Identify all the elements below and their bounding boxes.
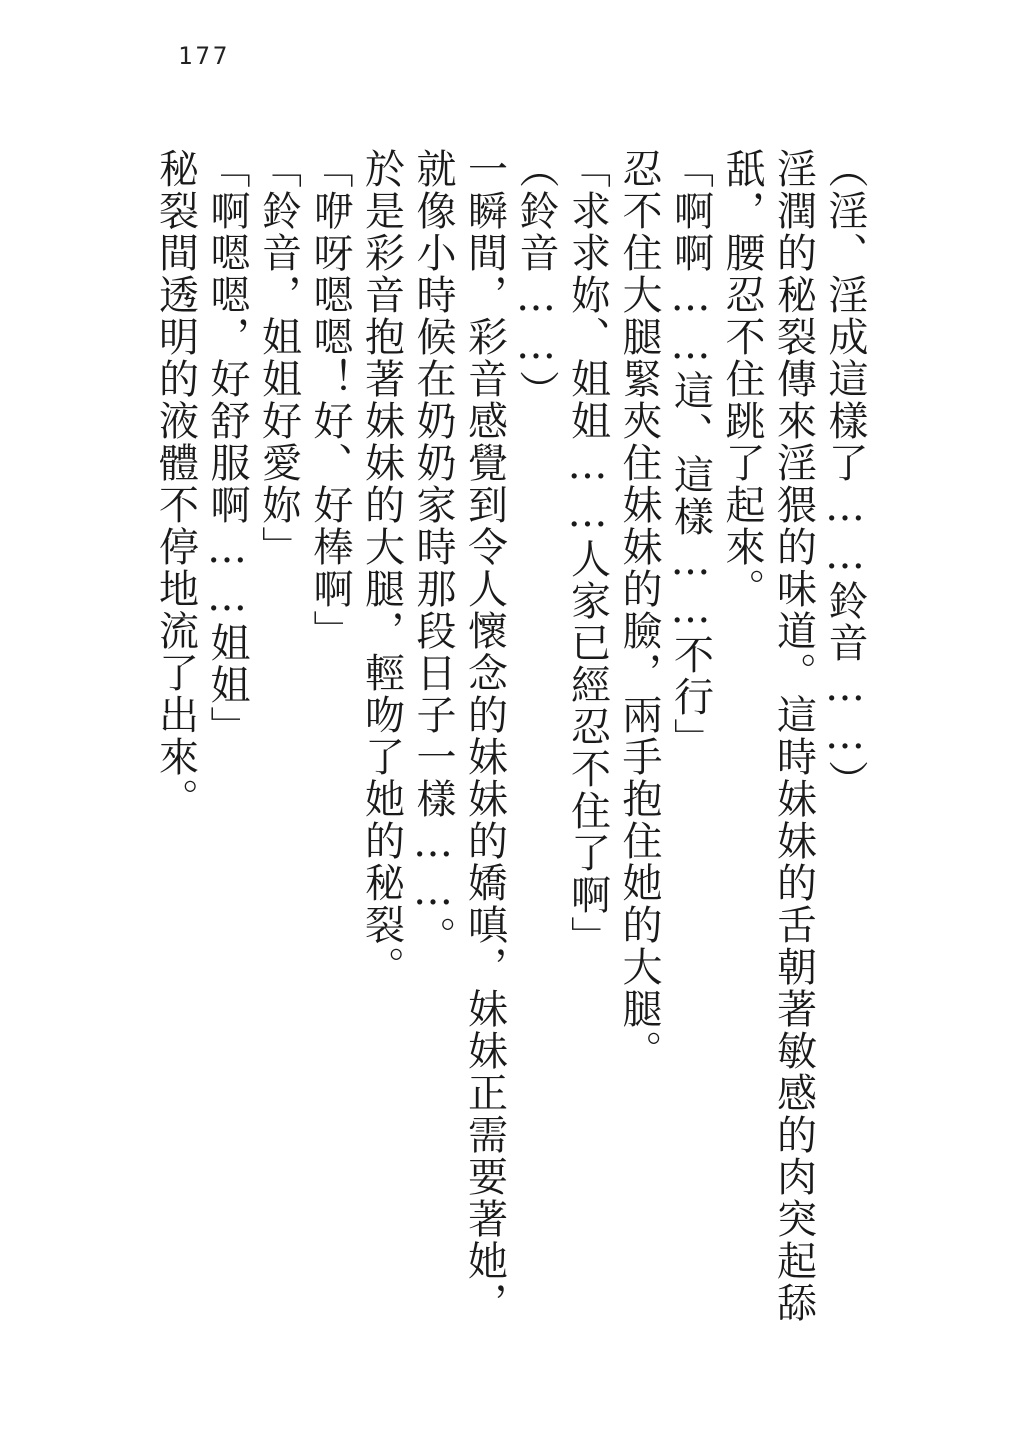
text-line: 「啊啊……這、這樣……不行」 [667, 148, 714, 760]
text-line: 「咿呀嗯嗯！好、好棒啊」 [307, 148, 353, 652]
text-line: （淫、淫成這樣了……鈴音……） [822, 148, 868, 802]
text-line: 忍不住大腿緊夾住妹妹的臉，兩手抱住她的大腿。 [616, 148, 662, 1072]
text-line: 「鈴音，姐姐好愛妳」 [255, 148, 302, 568]
text-line: 就像小時候在奶奶家時那段日子一樣……。 [410, 148, 456, 958]
text-line: 「啊嗯嗯，好舒服啊……姐姐」 [204, 148, 250, 748]
text-line: 舐，腰忍不住跳了起來。 [719, 148, 765, 610]
page-number: 177 [178, 42, 231, 70]
text-line: 「求求妳、姐姐……人家已經忍不住了啊」 [564, 148, 611, 958]
vertical-text-body [130, 148, 870, 1328]
text-line: （鈴音……） [513, 148, 559, 412]
text-line: 於是彩音抱著妹妹的大腿，輕吻了她的秘裂。 [358, 148, 405, 988]
text-line: 秘裂間透明的液體不停地流了出來。 [152, 148, 199, 820]
text-line: 一瞬間，彩音感覺到令人懷念的妹妹的嬌嗔，妹妹正需要著她， [461, 148, 508, 1324]
text-line: 淫潤的秘裂傳來淫猥的味道。這時妹妹的舌朝著敏感的肉突起舔 [770, 148, 817, 1324]
